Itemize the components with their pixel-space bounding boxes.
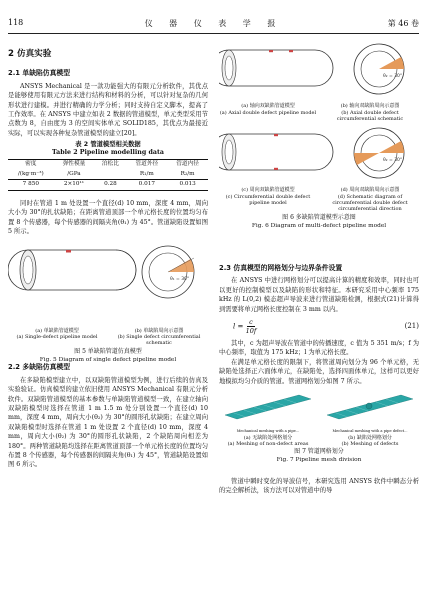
figure-caption-cn: 图 5 单缺陷管道仿真模型 [74, 348, 142, 356]
paragraph: ANSYS Mechanical 是一款功能强大的有限元分析软件，其优点是能够使用有限元方法来进行结构和材料的分析，可以针对复杂的几何形状进行建模。并进行精确的力学分析；同时支持自定义脚本，提高了工作效率。在 ANSYS 中建立如表 2 数据的管道模型，单元类型采用节点数为 8，自由度为 3 的空间实体单元 SOLID185，其优点为最接近实际，可以实现各种复杂管道模型的建立[20]。 [8, 82, 208, 137]
equation-body [233, 318, 256, 335]
right-column [219, 38, 419, 496]
subfig-label-b [110, 328, 208, 347]
table-header: 管道外径 [126, 160, 167, 170]
subfig-label-d [321, 187, 419, 212]
pipe-model-drawing [8, 250, 136, 290]
fig6-row2 [219, 122, 419, 184]
table-header: 弹性模量 [54, 160, 95, 170]
equation-denominator: 10f [245, 327, 257, 336]
angle-label: θ₁ = 30° [170, 277, 190, 283]
label-cn: (a) 单缺陷管道模型 [35, 327, 79, 334]
journal-title: 仪 器 仪 表 学 报 [144, 19, 283, 28]
label-en: (b) Meshing of defects [341, 440, 399, 447]
paragraph: 管道中瞬时变化的导波信号，本研究选用 ANSYS 软件中瞬态分析的完全解析法，该方法可以对管道中的导 [219, 478, 419, 495]
label-cn: (b) 轴向双缺陷周向示意图 [340, 103, 400, 110]
figure-5 [8, 240, 208, 364]
figure-6 [219, 38, 419, 260]
label-en: (a) Meshing of non-defect areas [227, 440, 309, 447]
defect-marker [269, 50, 273, 52]
table-unit: R₂/m [180, 170, 195, 177]
header-rule [8, 33, 419, 34]
label-cn: (a) 无缺陷处网格划分 [243, 434, 293, 441]
mesh-graphic-a [219, 389, 317, 425]
model-data-table [8, 159, 208, 191]
equation-number: (21) [404, 321, 419, 330]
table-caption [8, 141, 208, 157]
subfig-label-a [219, 103, 317, 122]
paragraph: 其中，c 为超声导波在管道中的传播速度，c 值为 5 351 m/s；f 为中心频率，取值为 175 kHz；l 为单元格长度。 [219, 340, 419, 357]
mesh-graphic-b [321, 389, 419, 425]
equation-numerator: c [249, 318, 253, 327]
paragraph: 在满足单元格长度的限制下，将管道周向划分为 96 个单元格，无缺陷处选择正六面体单元，在缺陷处，选择四面体单元，这样可以更好地模拟均匀介质的管道。管道网格划分如图 7 所示。 [219, 358, 419, 385]
table-cell: 2×10¹¹ [54, 180, 95, 191]
table-cell: 0.28 [94, 180, 126, 191]
defect-marker [274, 168, 278, 170]
table-unit: /(kg·m⁻³) [17, 170, 44, 177]
mesh-inner-caption: Mechanical meshing with a pipe... [236, 429, 300, 434]
subsection-title: 2.1 单缺陷仿真模型 [8, 69, 70, 78]
figure-caption-en: Fig. 5 Diagram of single defect pipeline model [39, 357, 177, 364]
table-caption-en: Table 2 Pipeline modelling data [52, 149, 164, 157]
label-cn: (b) 缺陷处网格划分 [348, 434, 392, 441]
paragraph: 在 ANSYS 中进行网格划分可以提高计算的精度和效率，同时也可以更好的控制模型以及缺陷的形状和特征。本研究采用中心频率 175 kHz 的 L(0,2) 模态超声导波来进行管道缺陷检测，根据式(21)计算得到需要将单元网格长度控制在 3 mm 以内。 [219, 277, 419, 313]
subfig-label-a [219, 435, 317, 447]
fig5-graphic [8, 240, 208, 324]
equation-fraction [246, 318, 257, 335]
angle-label: θ₂ = 30° [383, 158, 403, 164]
mesh-panel-b [321, 389, 419, 447]
subfig-label-b [321, 103, 419, 122]
label-cn: (b) 单缺陷周向示意图 [134, 327, 184, 334]
circumferential-pipe-drawing [219, 134, 333, 170]
label-en: (b) Axial double defect circumferential schematic [336, 109, 404, 122]
defect-marker [66, 250, 71, 253]
mesh-inner-caption: Mechanical meshing with a pipe defect... [332, 429, 408, 434]
table-unit: R₁/m [139, 170, 154, 177]
label-en: (a) Axial double defect pipeline model [219, 109, 317, 116]
figure-caption-cn: 图 6 多缺陷管道模型示意图 [282, 214, 356, 222]
figure-caption-en: Fig. 7 Pipeline mesh division [276, 457, 362, 464]
subfig-label-a [8, 328, 106, 347]
defect-mesh-region [366, 403, 372, 409]
label-cn: (c) 周向双缺陷管道模型 [241, 187, 295, 194]
label-cn: (a) 轴向双缺陷管道模型 [241, 103, 295, 110]
circumferential-double-schematic [354, 128, 404, 178]
table-cell: 7 850 [8, 180, 54, 191]
table-caption-cn: 表 2 管道模型相关数据 [75, 141, 141, 149]
table-cell: 0.013 [167, 180, 208, 191]
subfig-label-c [219, 187, 317, 212]
label-en: (b) Single defect circumferential schematic [117, 333, 201, 347]
circumferential-schematic [142, 246, 194, 298]
table-unit: /GPa [67, 170, 81, 177]
equation-lhs: l = [233, 322, 244, 331]
equation-21 [219, 318, 419, 335]
subsection-title: 2.3 仿真模型的网格划分与边界条件设置 [219, 264, 343, 272]
table-unit [94, 170, 126, 180]
paragraph: 同时在管道 1 m 处设置一个直径(d) 10 mm，深度 4 mm，周向大小为 30°的扎状缺陷；在距离管道顶部一个单元格长度的位置均匀布置 8 个传感器，每个传感器的间隔夹角(θ₁) 为 45°。管道缺陷设置如图 5 所示。 [8, 199, 208, 235]
label-cn: (d) 周向双缺陷周向示意图 [340, 187, 400, 194]
left-column [8, 38, 208, 470]
table-cell: 0.017 [126, 180, 167, 191]
running-header [8, 18, 419, 32]
angle-label: θ₂ = 30° [383, 74, 403, 79]
table-header: 管道内径 [167, 160, 208, 170]
volume-label: 第 46 卷 [387, 19, 419, 28]
table-header: 密度 [8, 160, 54, 170]
mesh-panel-a [219, 389, 317, 447]
fig6-row1 [219, 38, 419, 100]
axial-circumferential-schematic [354, 44, 404, 94]
figure-caption-en: Fig. 6 Diagram of multi-defect pipeline model [251, 223, 387, 230]
paragraph: 在多缺陷模型建立中，以双缺陷管道模型为例，进行后续的仿真及实验验证。仿真模型的建立依旧使用 ANSYS Mechanical 有限元分析软件。双缺陷管道模型的基本参数与单缺陷管道模型一致，在建立轴向双缺陷模型时选择在管道 1 m 1.5 m 处分别设置一个直径(d) 10 mm，深度 4 mm，周向大小(θ₂) 为 30°的圆形孔状缺陷；在建立周向双缺陷模型时选择在管道 1 m 处设置 2 个直径(d) 10 mm，深度 4 mm，周向大小(θ₂) 为 30°的圆形孔状缺陷，2 个缺陷周向相差为 180°。两种管道缺陷均选择在距离管道顶部一个单元格长度的位置均匀布置 8 个传感器，每个传感器的间隔夹角(θ₁) 为 45°，管道缺陷设置如图 6 所示。 [8, 376, 208, 469]
label-en: (d) Schematic diagram of circumferential double defect circumferential direction [332, 193, 408, 213]
defect-marker [289, 50, 293, 52]
figure-7 [219, 389, 419, 469]
figure-caption-cn: 图 7 管道网格划分 [294, 448, 344, 456]
subfig-label-b [321, 435, 419, 447]
axial-pipe-drawing [219, 50, 333, 86]
section-title: 2 仿真实验 [8, 49, 52, 59]
table-header: 泊松比 [94, 160, 126, 170]
page-number: 118 [8, 18, 24, 27]
label-en: (a) Single-defect pipeline model [16, 333, 98, 340]
defect-marker [274, 134, 278, 136]
subsection-title: 2.2 多缺陷仿真模型 [8, 363, 70, 372]
label-en: (c) Circumferential double defect pipeline model [225, 193, 311, 206]
